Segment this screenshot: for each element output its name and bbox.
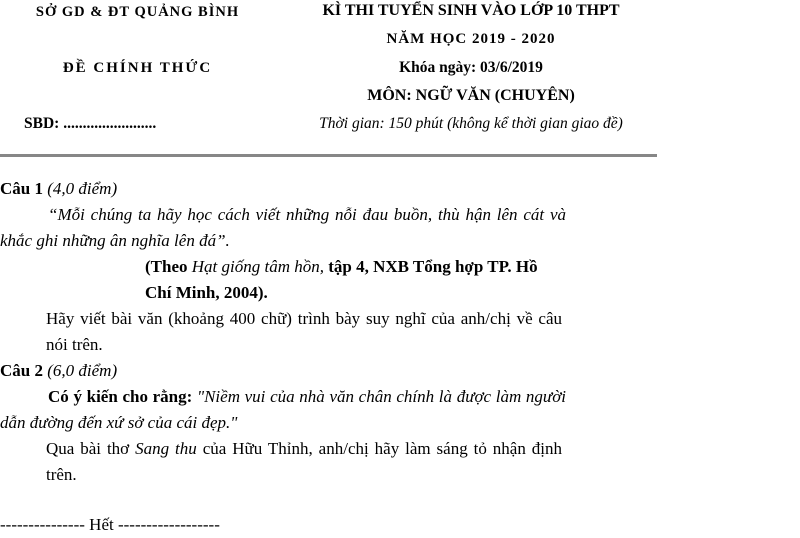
statement-quote: "Niềm vui của nhà văn chân chính là được làm người dẫn đường đến xứ sở của cái đẹp.": [0, 387, 566, 432]
exam-duration: Thời gian: 150 phút (không kể thời gian giao đề): [319, 115, 623, 132]
statement-intro: Có ý kiến cho rằng:: [48, 387, 193, 406]
official-exam-label: ĐỀ CHÍNH THỨC: [62, 60, 213, 76]
document-header: [0, 0, 800, 158]
citation-source-title: Hạt giống tâm hồn,: [191, 257, 324, 276]
task-suffix: của Hữu Thỉnh, anh/chị hãy làm sáng tỏ nhận định trên.: [46, 439, 563, 484]
citation-prefix: (Theo: [145, 257, 188, 276]
question-1-label: Câu 1: [0, 179, 43, 198]
question-1-points: (4,0 điểm): [47, 179, 118, 198]
question-1-citation: [145, 254, 565, 306]
end-of-exam-marker: --------------- Hết ------------------: [0, 515, 220, 534]
citation-publisher: tập 4, NXB Tổng hợp TP. Hồ Chí Minh, 2004).: [145, 257, 538, 302]
exam-date: Khóa ngày: 03/6/2019: [399, 59, 543, 76]
exam-title: KÌ THI TUYỂN SINH VÀO LỚP 10 THPT: [322, 2, 620, 19]
question-2-task: [46, 436, 562, 488]
poem-title: Sang thu: [135, 439, 197, 458]
candidate-number-field: SBD: ........................: [24, 115, 157, 132]
question-1-heading: [0, 176, 566, 202]
question-2-label: Câu 2: [0, 361, 43, 380]
task-prefix: Qua bài thơ: [46, 439, 130, 458]
question-2-heading: [0, 358, 566, 384]
department-name: SỞ GD & ĐT QUẢNG BÌNH: [35, 4, 240, 20]
question-2-points: (6,0 điểm): [47, 361, 118, 380]
question-1-quote: “Mỗi chúng ta hãy học cách viết những nỗi đau buồn, thù hận lên cát và khắc ghi những ân nghĩa lên đá”.: [0, 205, 566, 250]
question-2-statement: [0, 384, 566, 436]
exam-content: [0, 176, 566, 538]
question-1-task: Hãy viết bài văn (khoảng 400 chữ) trình bày suy nghĩ của anh/chị về câu nói trên.: [46, 309, 562, 354]
header-divider: [0, 154, 657, 157]
school-year: NĂM HỌC 2019 - 2020: [386, 31, 556, 47]
exam-subject: MÔN: NGỮ VĂN (CHUYÊN): [367, 87, 575, 104]
